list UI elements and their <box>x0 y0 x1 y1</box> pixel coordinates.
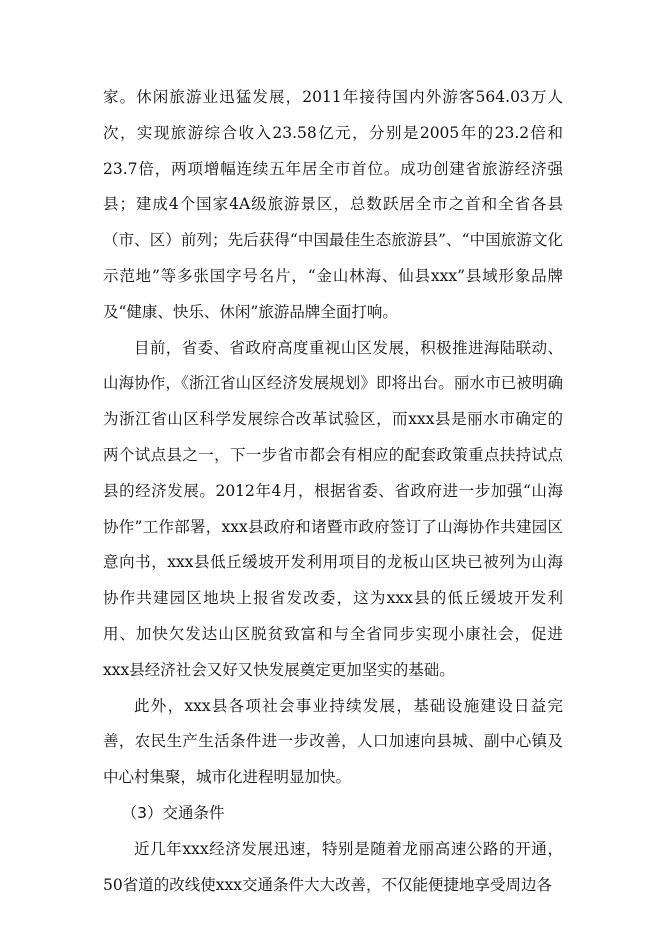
paragraph-tourism: 家。休闲旅游业迅猛发展，2011年接待国内外游客564.03万人次，实现旅游综合收入23.58亿元，分别是2005年的23.2倍和23.7倍，两项增幅连续五年居全市首位。成功创建省旅游经济强县；建成4个国家4A级旅游景区，总数跃居全市之首和全省各县（市、区）前列；先后获得“中国最佳生态旅游县”、“中国旅游文化示范地”等多张国字号名片，“金山林海、仙县xxx”县域形象品牌及“健康、快乐、休闲”旅游品牌全面打响。 <box>103 88 563 321</box>
document-body <box>103 80 563 903</box>
paragraph-mountain-sea-cooperation: 目前，省委、省政府高度重视山区发展，积极推进海陆联动、山海协作，《浙江省山区经济发展规划》即将出台。丽水市已被明确为浙江省山区科学发展综合改革试验区，而xxx县是丽水市确定的两个试点县之一，下一步省市都会有相应的配套政策重点扶持试点县的经济发展。2012年4月，根据省委、省政府进一步加强“山海协作”工作部署，xxx县政府和诸暨市政府签订了山海协作共建园区意向书，xxx县低丘缓坡开发利用项目的龙板山区块已被列为山海协作共建园区地块上报省发改委，这为xxx县的低丘缓坡开发利用、加快欠发达山区脱贫致富和与全省同步实现小康社会，促进xxx县经济社会又好又快发展奠定更加坚实的基础。 <box>103 338 563 679</box>
paragraph-social-development: 此外，xxx县各项社会事业持续发展，基础设施建设日益完善，农民生产生活条件进一步改善，人口加速向县城、副中心镇及中心村集聚，城市化进程明显加快。 <box>103 696 563 787</box>
paragraph-transport: 近几年xxx经济发展迅速，特别是随着龙丽高速公路的开通，50省道的改线使xxx交通条件大大改善，不仅能便捷地享受周边各 <box>103 839 563 894</box>
section-heading-transport: （3）交通条件 <box>121 803 225 822</box>
